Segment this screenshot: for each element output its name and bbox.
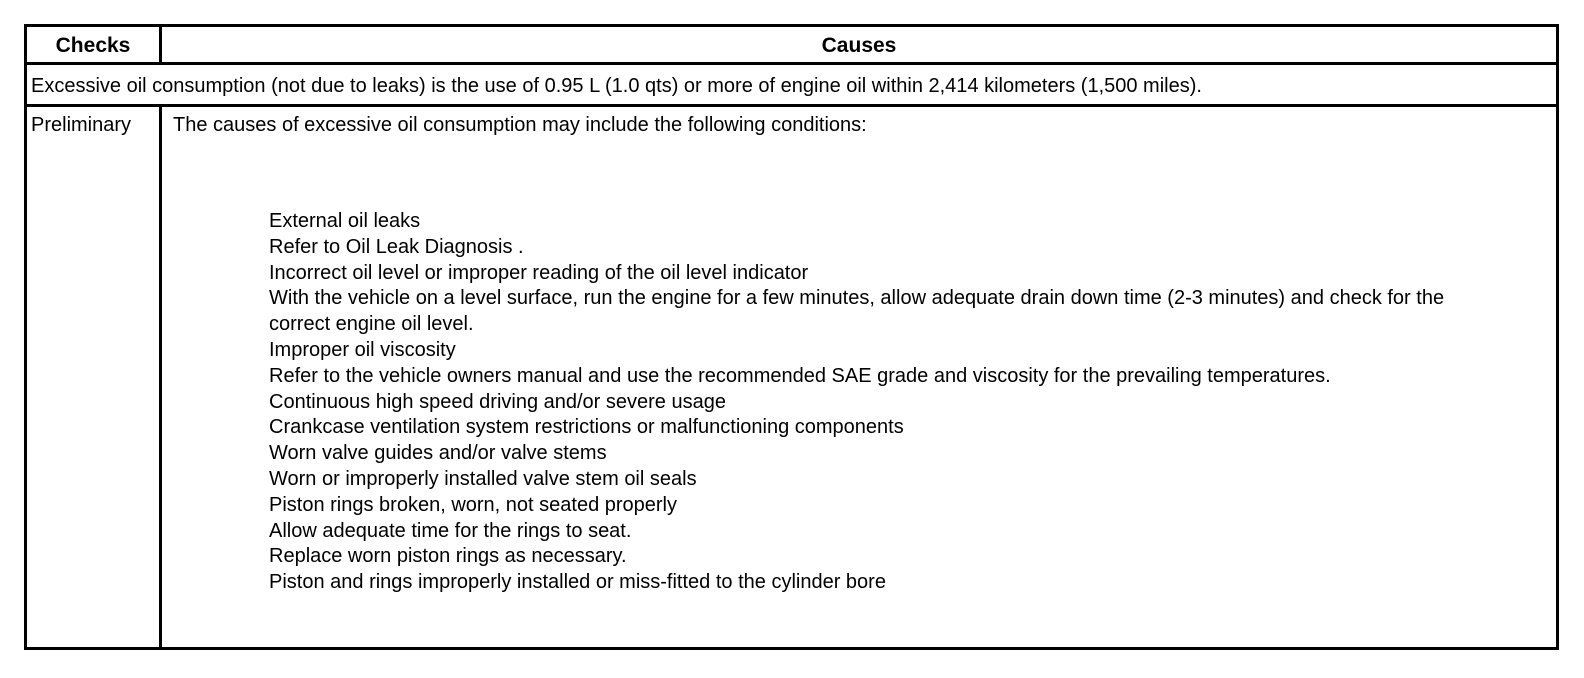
list-item: Refer to Oil Leak Diagnosis . bbox=[269, 235, 524, 258]
list-item: Piston and rings improperly installed or miss-fitted to the cylinder bore bbox=[269, 571, 886, 594]
causes-list bbox=[269, 209, 1449, 596]
definition-text: Excessive oil consumption (not due to leaks) is the use of 0.95 L (1.0 qts) or more of engine oil within 2,414 kilometers (1,500 miles). bbox=[31, 75, 1202, 97]
list-item: Improper oil viscosity bbox=[269, 338, 456, 361]
list-item: Replace worn piston rings as necessary. bbox=[269, 545, 627, 568]
causes-column-header: Causes bbox=[821, 34, 897, 57]
causes-cell bbox=[162, 107, 1556, 647]
check-label-preliminary: Preliminary bbox=[27, 107, 162, 647]
table-header-row bbox=[27, 27, 1556, 65]
list-item: Worn or improperly installed valve stem oil seals bbox=[269, 467, 697, 490]
list-item: Crankcase ventilation system restrictions or malfunctioning components bbox=[269, 416, 904, 439]
definition-row bbox=[27, 65, 1556, 107]
list-item: Refer to the vehicle owners manual and use the recommended SAE grade and viscosity for the prevailing temperatures. bbox=[269, 364, 1331, 387]
list-item: With the vehicle on a level surface, run the engine for a few minutes, allow adequate drain down time (2-3 minutes) and check for the correct engine oil level. bbox=[269, 287, 1445, 336]
list-item: Piston rings broken, worn, not seated properly bbox=[269, 493, 677, 516]
list-item: Continuous high speed driving and/or severe usage bbox=[269, 390, 726, 413]
list-item: Allow adequate time for the rings to seat. bbox=[269, 519, 632, 542]
preliminary-row bbox=[27, 107, 1556, 647]
list-item: External oil leaks bbox=[269, 210, 421, 232]
diagnosis-table bbox=[24, 24, 1559, 650]
checks-column-header: Checks bbox=[27, 27, 162, 62]
list-item: Incorrect oil level or improper reading of the oil level indicator bbox=[269, 261, 809, 284]
list-item: Worn valve guides and/or valve stems bbox=[269, 442, 607, 465]
causes-intro: The causes of excessive oil consumption may include the following conditions: bbox=[173, 114, 867, 136]
